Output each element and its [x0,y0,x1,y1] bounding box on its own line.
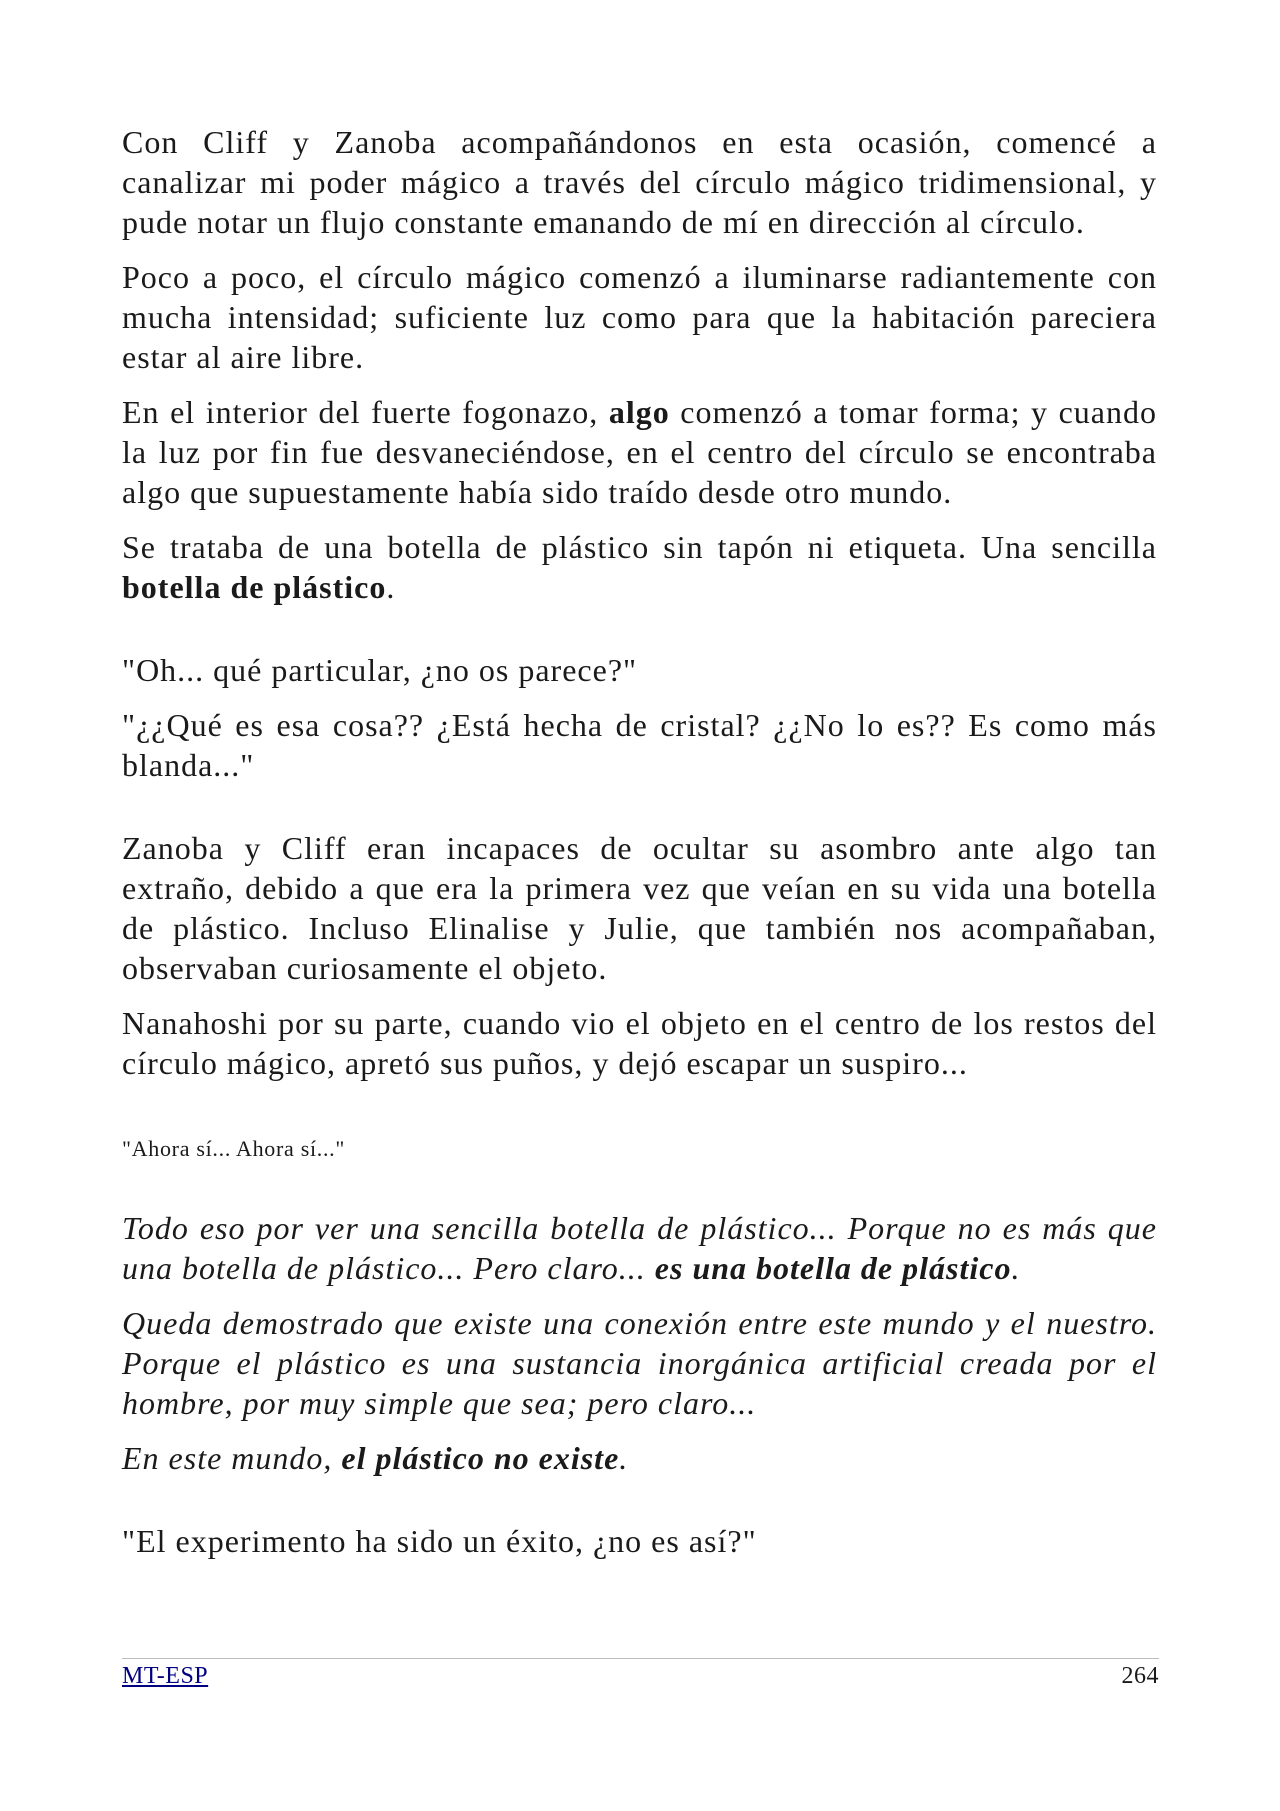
text-line: "Oh... qué particular, ¿no os parece?" [122,652,638,688]
body-paragraph [122,257,1157,377]
text-run: . [619,1440,629,1476]
text-line: mucha intensidad; suficiente luz como para que la habitación pareciera [122,299,1157,335]
text-line: círculo mágico, apretó sus puños, y dejó escapar un suspiro... [122,1045,968,1081]
text-line: "¿¿Qué es esa cosa?? ¿Está hecha de cristal? ¿¿No lo es?? Es como más [122,707,1157,743]
body-paragraph [122,828,1157,988]
page-number: 264 [1121,1663,1159,1689]
text-line: la luz por fin fue desvaneciéndose, en el centro del círculo se encontraba [122,434,1157,470]
body-paragraph [122,527,1157,607]
italic-paragraph [122,1438,1157,1478]
text-line: observaban curiosamente el objeto. [122,950,608,986]
dialogue-paragraph [122,705,1157,785]
text-line: Poco a poco, el círculo mágico comenzó a iluminarse radiantemente con [122,259,1157,295]
text-run: comenzó a tomar forma; y cuando [669,394,1157,430]
text-line [122,1248,1157,1288]
italic-paragraph [122,1208,1157,1288]
italic-paragraph [122,1303,1157,1423]
text-line: pude notar un flujo constante emanando de mí en dirección al círculo. [122,204,1085,240]
text-line: "El experimento ha sido un éxito, ¿no es así?" [122,1523,757,1559]
text-run: una botella de plástico... Pero claro... [122,1250,655,1286]
text-line: Todo eso por ver una sencilla botella de plástico... Porque no es más que [122,1210,1157,1246]
text-line [122,567,1157,607]
text-run: En el interior del fuerte fogonazo, [122,394,609,430]
footer-divider [122,1658,1159,1659]
text-line [122,392,1157,432]
body-paragraph [122,122,1157,242]
text-line: estar al aire libre. [122,339,365,375]
text-line: algo que supuestamente había sido traído desde otro mundo. [122,474,953,510]
text-line: "Ahora sí... Ahora sí..." [122,1136,346,1161]
text-line: Queda demostrado que existe una conexión entre este mundo y el nuestro. [122,1305,1157,1341]
text-line: Con Cliff y Zanoba acompañándonos en esta ocasión, comencé a [122,124,1157,160]
page-body [122,122,1157,1561]
small-dialogue-paragraph [122,1135,1157,1163]
bold-text: el plástico no existe [341,1440,620,1476]
text-line: hombre, por muy simple que sea; pero claro... [122,1385,757,1421]
text-run: . [386,569,396,605]
text-run: En este mundo, [122,1440,342,1476]
text-line: Zanoba y Cliff eran incapaces de ocultar su asombro ante algo tan [122,830,1157,866]
bold-text: botella de plástico [122,569,387,605]
text-line [122,1438,1157,1478]
text-line: Nanahoshi por su parte, cuando vio el objeto en el centro de los restos del [122,1005,1157,1041]
body-paragraph [122,392,1157,512]
dialogue-paragraph [122,650,1157,690]
text-line: blanda..." [122,747,255,783]
text-run: . [1011,1250,1021,1286]
bold-text: algo [608,394,670,430]
text-line: canalizar mi poder mágico a través del círculo mágico tridimensional, y [122,164,1157,200]
bold-text: es una botella de plástico [654,1250,1012,1286]
text-line: Porque el plástico es una sustancia inorgánica artificial creada por el [122,1345,1157,1381]
footer-link[interactable]: MT-ESP [122,1663,209,1689]
text-line: Se trataba de una botella de plástico sin tapón ni etiqueta. Una sencilla [122,529,1157,565]
body-paragraph [122,1003,1157,1083]
text-line: extraño, debido a que era la primera vez que veían en su vida una botella [122,870,1157,906]
text-line: de plástico. Incluso Elinalise y Julie, que también nos acompañaban, [122,910,1157,946]
dialogue-paragraph [122,1521,1157,1561]
